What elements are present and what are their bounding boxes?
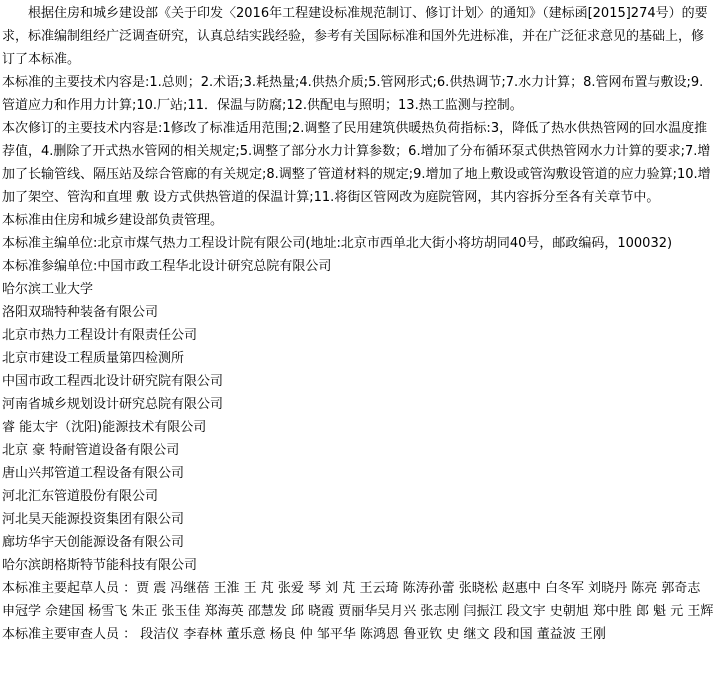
participant-item: 中国市政工程西北设计研究院有限公司 xyxy=(2,374,224,389)
drafters-paragraph: 本标准主要起草人员 ：贾 震 冯继蓓 王淮 王 芃 张爱 琴 刘 芃 王云琦 陈涛孙蕾 张晓松 赵惠中 白冬军 刘晓丹 陈亮 郭奇志 申冠学 佘建国 杨雪飞 朱正 张玉佳 郑海英 邵慧发 邱 晓霞 贾丽华吴月兴 张志刚 闫振江 段文宇 史朝旭 郑中胜 郎 魁 元 王辉 xyxy=(2,581,714,619)
participant-item: 廊坊华宇天创能源设备有限公司 xyxy=(2,535,185,550)
management-paragraph: 本标准由住房和城乡建设部负责管理。 xyxy=(2,213,224,228)
participant-item: 哈尔滨朗格斯特节能科技有限公司 xyxy=(2,558,198,573)
participant-item: 河南省城乡规划设计研究总院有限公司 xyxy=(2,397,224,412)
intro-paragraph: 根据住房和城乡建设部《关于印发〈2016年工程建设标准规范制订、修订计划〉的通知》（建标函[2015]274号）的要求，标准编制组经广泛调查研究，认真总结实践经验，参考有关国际标准和国外先进标准，并在广泛征求意见的基础上，修订了本标准。 xyxy=(2,6,708,67)
reviewers-paragraph: 本标准主要审查人员 ： 段洁仪 李春林 董乐意 杨良 仲 邹平华 陈鸿恩 鲁亚钦 史 继文 段和国 董益波 王刚 xyxy=(2,627,606,642)
participant-item: 睿 能太宇（沈阳)能源技术有限公司 xyxy=(2,420,207,435)
participant-item: 洛阳双瑞特种装备有限公司 xyxy=(2,305,159,320)
participant-item: 北京 豪 特耐管道设备有限公司 xyxy=(2,443,180,458)
participant-item: 河北昊天能源投资集团有限公司 xyxy=(2,512,185,527)
participant-list xyxy=(2,278,716,577)
participant-item: 河北汇东管道股份有限公司 xyxy=(2,489,159,504)
participant-item: 哈尔滨工业大学 xyxy=(2,282,94,297)
chief-editor-paragraph: 本标准主编单位:北京市煤气热力工程设计院有限公司(地址:北京市西单北大街小将坊胡同40号，邮政编码，100032) xyxy=(2,236,673,251)
revision-paragraph: 本次修订的主要技术内容是:1修改了标准适用范围;2.调整了民用建筑供暖热负荷指标:3，降低了热水供热管网的回水温度推荐值，4.删除了开式热水管网的相关规定;5.调整了部分水力计算参数；6.增加了分布循环泵式供热管网水力计算的要求;7.增加了长输管线、隔压站及综合管廊的有关规定;8.调整了管道材料的规定;9.增加了地上敷设或管沟敷设管道的应力验算;10.增加了架空、管沟和直埋 敷 设方式供热管道的保温计算;11.将街区管网改为庭院管网，其内容拆分至各有关章节中。 xyxy=(2,121,711,205)
participant-item: 北京市建设工程质量第四检测所 xyxy=(2,351,185,366)
participants-label: 本标准参编单位:中国市政工程华北设计研究总院有限公司 xyxy=(2,259,332,274)
main-content-paragraph: 本标准的主要技术内容是:1.总则；2.术语;3.耗热量;4.供热介质;5.管网形式;6.供热调节;7.水力计算；8.管网布置与敷设;9.管道应力和作用力计算;10.厂站;11．保温与防腐;12.供配电与照明；13.热工监测与控制。 xyxy=(2,75,704,113)
participant-item: 唐山兴邦管道工程设备有限公司 xyxy=(2,466,185,481)
participant-item: 北京市热力工程设计有限责任公司 xyxy=(2,328,198,343)
